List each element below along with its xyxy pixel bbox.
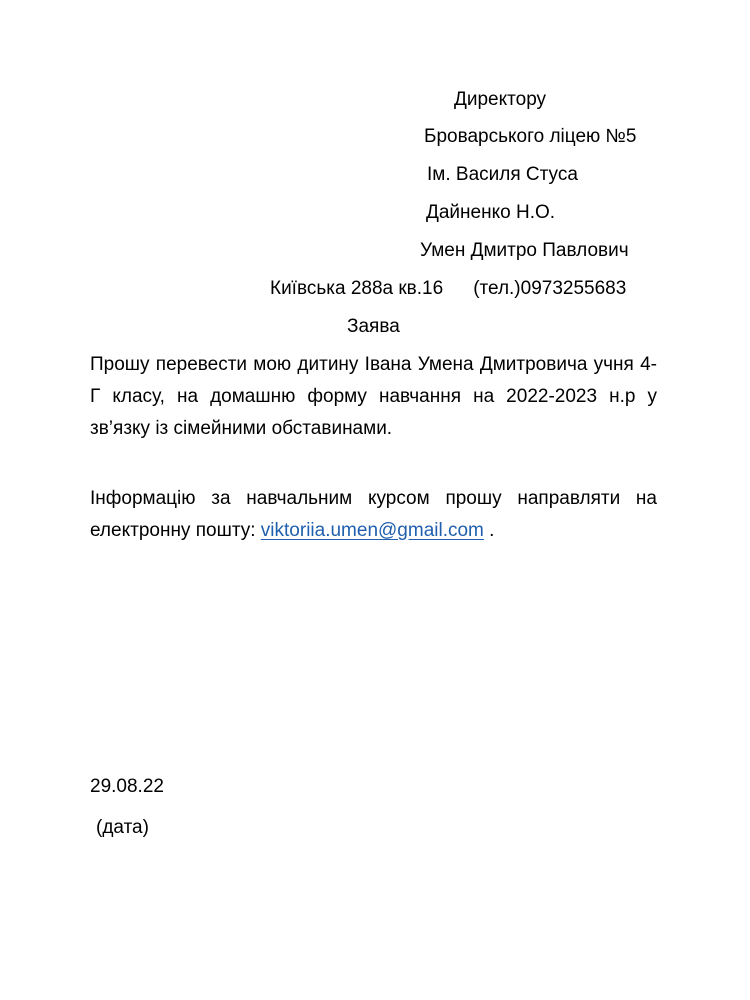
recipient-school-name: Ім. Василя Стуса bbox=[427, 164, 578, 185]
email-paragraph-text: Інформацію за навчальним курсом прошу направляти на електронну пошту: bbox=[90, 488, 657, 541]
date-label: (дата) bbox=[96, 817, 149, 838]
email-paragraph bbox=[90, 483, 657, 547]
sender-address: Київська 288а кв.16 bbox=[270, 278, 444, 299]
document-title: Заява bbox=[347, 316, 400, 337]
request-paragraph: Прошу перевести мою дитину Івана Умена Дмитровича учня 4-Г класу, на домашню форму навчання на 2022-2023 н.р у зв’язку із сімейними обставинами. bbox=[90, 354, 657, 439]
recipient-school: Броварського ліцею №5 bbox=[424, 126, 637, 147]
email-paragraph-suffix: . bbox=[483, 520, 495, 541]
recipient-director-name: Дайненко Н.О. bbox=[426, 202, 556, 223]
sender-name: Умен Дмитро Павлович bbox=[420, 240, 629, 261]
recipient-title: Директору bbox=[454, 89, 547, 110]
sender-address-line bbox=[270, 278, 626, 301]
document-date: 29.08.22 bbox=[90, 776, 164, 797]
sender-phone: (тел.)0973255683 bbox=[473, 278, 627, 299]
email-link[interactable]: viktoriia.umen@gmail.com bbox=[260, 520, 484, 541]
